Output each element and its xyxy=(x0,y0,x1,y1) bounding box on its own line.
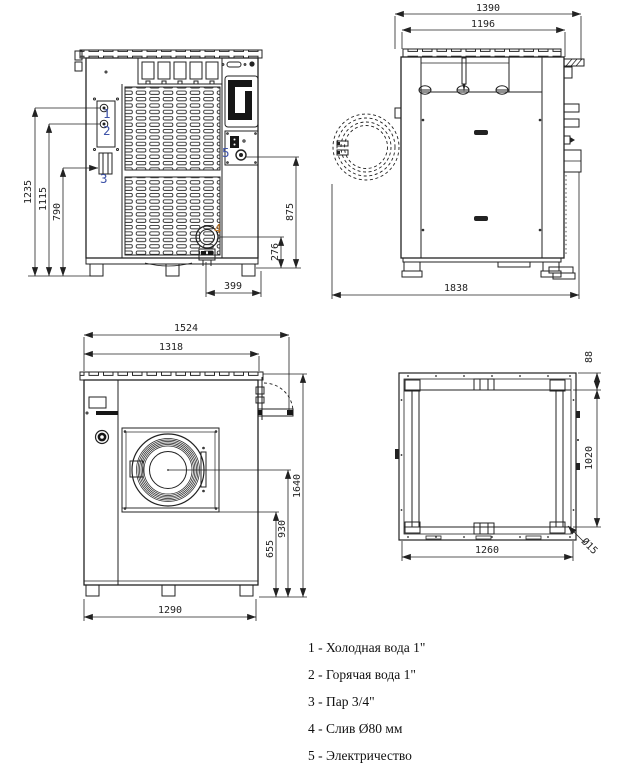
dim-655: 655 xyxy=(265,539,276,559)
top-dimensions xyxy=(402,373,597,557)
vent-panel-lower xyxy=(125,177,220,255)
dim-1235: 1235 xyxy=(23,179,34,205)
side-view xyxy=(332,3,584,299)
vent-panel-upper xyxy=(125,87,220,170)
front-feet xyxy=(86,585,253,596)
electric-panel xyxy=(225,131,258,165)
side-handle-upper xyxy=(474,130,488,135)
front-open-door-plan xyxy=(256,377,293,420)
front-view xyxy=(80,323,307,621)
dim-1196: 1196 xyxy=(470,19,496,30)
corner-gussets xyxy=(405,380,565,533)
callout-3-steam: 3 xyxy=(100,171,108,186)
dim-930: 930 xyxy=(277,519,288,539)
legend-item-electricity: 5 - Электричество xyxy=(308,748,412,763)
side-extension-lines xyxy=(332,16,581,299)
display xyxy=(89,397,106,408)
side-handle-lower xyxy=(474,216,488,221)
legend-item-drain: 4 - Слив Ø80 мм xyxy=(308,721,403,736)
dim-1318: 1318 xyxy=(158,342,184,353)
bottom-slots xyxy=(426,536,541,539)
dim-1020: 1020 xyxy=(584,445,595,471)
dim-399: 399 xyxy=(223,281,243,292)
side-body xyxy=(401,57,564,258)
dim-875: 875 xyxy=(285,202,296,222)
dim-276: 276 xyxy=(270,242,281,262)
legend-item-hot-water: 2 - Горячая вода 1" xyxy=(308,667,416,682)
legend-item-steam: 3 - Пар 3/4" xyxy=(308,694,375,709)
base-frame-inner xyxy=(404,379,571,534)
dim-1115: 1115 xyxy=(38,186,49,212)
dim-1290: 1290 xyxy=(157,605,183,616)
dim-1524: 1524 xyxy=(173,323,199,334)
legend-item-cold-water: 1 - Холодная вода 1" xyxy=(308,640,426,655)
dim-1838: 1838 xyxy=(443,283,469,294)
front-body xyxy=(84,380,258,585)
dispenser-compartments xyxy=(142,62,218,84)
dim-bolt-hole: Ø15 xyxy=(578,536,600,557)
side-base xyxy=(402,258,561,277)
rear-connector-strip xyxy=(105,61,255,73)
rear-base xyxy=(86,258,258,276)
base-frame-outer xyxy=(399,373,576,540)
dim-88: 88 xyxy=(584,350,595,364)
belt-guard xyxy=(225,76,258,127)
dim-1640: 1640 xyxy=(292,473,303,499)
callout-1-cold-water: 1 xyxy=(103,106,111,121)
center-tabs xyxy=(474,379,494,534)
callout-5-electric: 5 xyxy=(222,145,230,160)
legend xyxy=(308,640,425,763)
dim-1390: 1390 xyxy=(475,3,501,14)
callout-4-drain: 4 xyxy=(214,221,222,236)
control-panel xyxy=(86,397,118,444)
open-door-circles xyxy=(333,114,399,180)
dim-790: 790 xyxy=(52,202,63,222)
rear-view xyxy=(23,50,301,297)
callout-2-hot-water: 2 xyxy=(103,123,111,138)
dim-1260: 1260 xyxy=(474,545,500,556)
frame-bolts xyxy=(401,375,575,538)
top-view xyxy=(395,351,601,561)
